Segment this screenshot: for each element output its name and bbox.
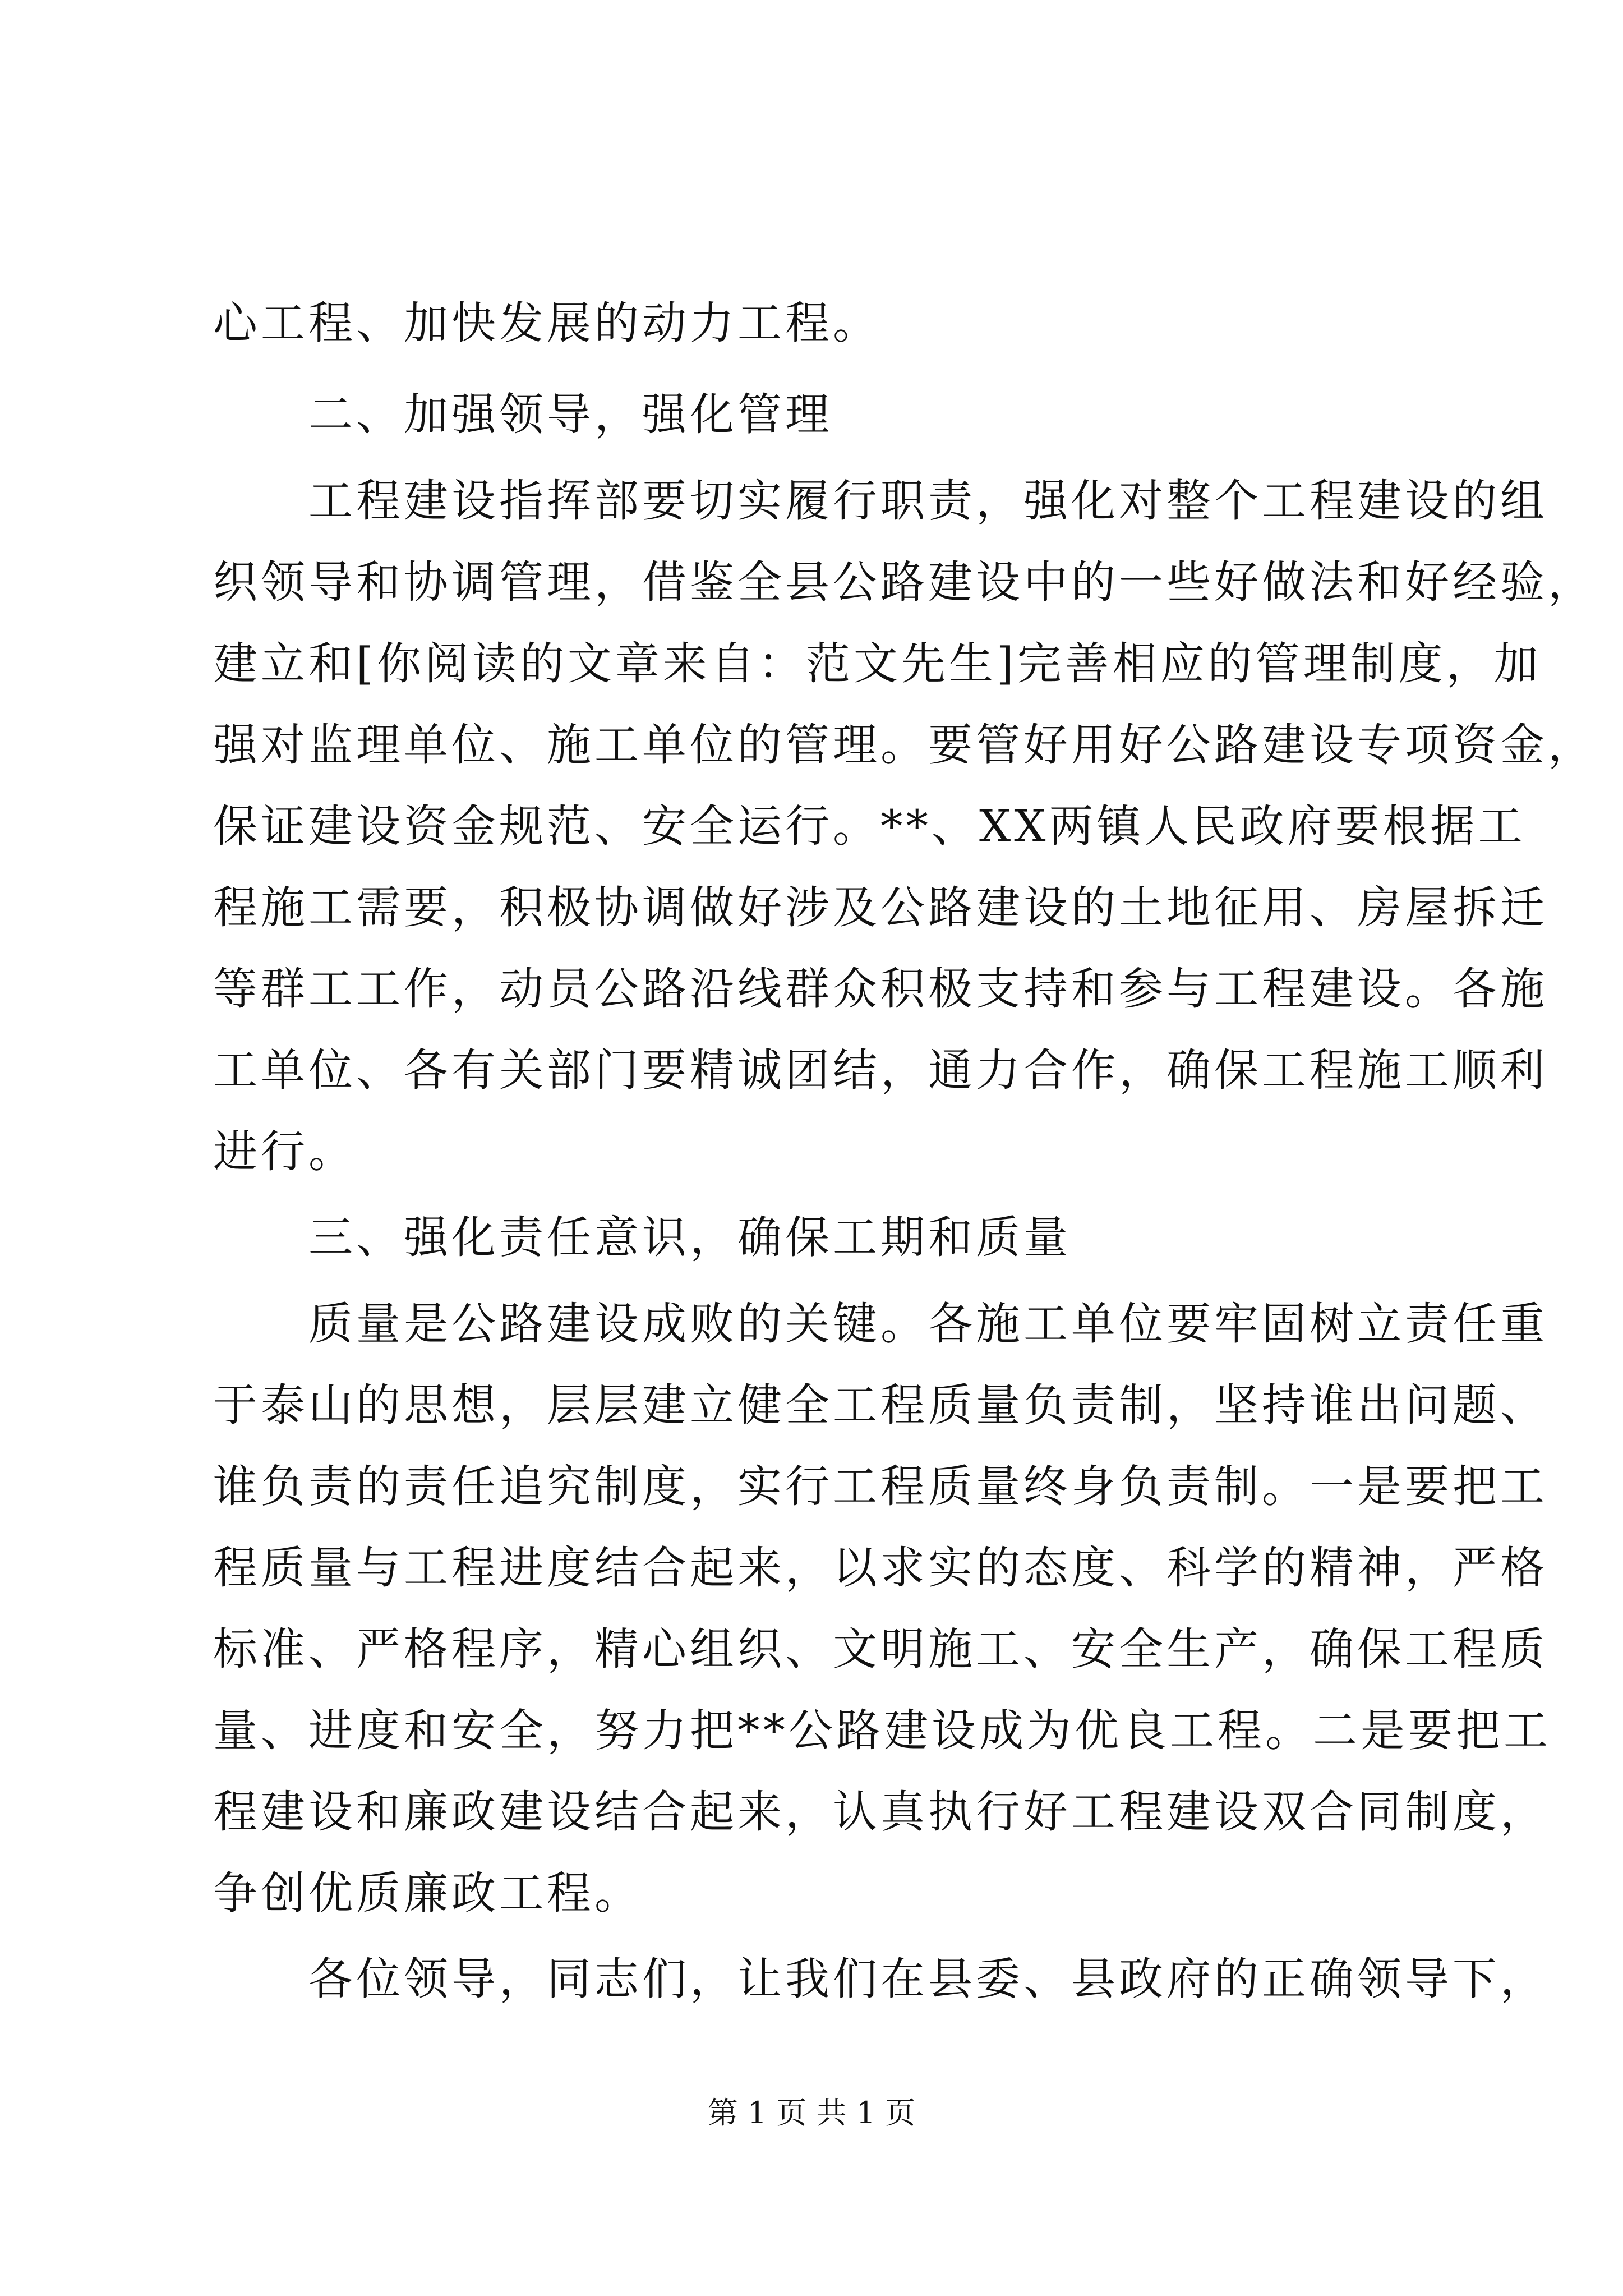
body-line: 各位领导，同志们，让我们在县委、县政府的正确领导下， xyxy=(213,1953,1548,2005)
body-line: 强对监理单位、施工单位的管理。要管好用好公路建设专项资金， xyxy=(213,719,1596,771)
body-line: 建立和[你阅读的文章来自：范文先生]完善相应的管理制度，加 xyxy=(213,638,1542,689)
body-line: 程质量与工程进度结合起来，以求实的态度、科学的精神，严格 xyxy=(213,1542,1548,1594)
body-line: 心工程、加快发展的动力工程。 xyxy=(213,297,880,349)
body-line: 谁负责的责任追究制度，实行工程质量终身负责制。一是要把工 xyxy=(213,1461,1548,1512)
body-line: 等群工工作，动员公路沿线群众积极支持和参与工程建设。各施 xyxy=(213,963,1548,1015)
section-heading: 二、加强领导，强化管理 xyxy=(213,389,833,440)
body-line: 量、进度和安全，努力把**公路建设成为优良工程。二是要把工 xyxy=(213,1705,1551,1756)
body-line: 争创优质廉政工程。 xyxy=(213,1867,642,1919)
body-line: 质量是公路建设成败的关键。各施工单位要牢固树立责任重 xyxy=(213,1298,1548,1350)
body-line: 工程建设指挥部要切实履行职责，强化对整个工程建设的组 xyxy=(213,475,1548,527)
body-line: 织领导和协调管理，借鉴全县公路建设中的一些好做法和好经验， xyxy=(213,556,1596,608)
body-line: 进行。 xyxy=(213,1126,356,1177)
body-line: 标准、严格程序，精心组织、文明施工、安全生产，确保工程质 xyxy=(213,1623,1548,1675)
body-line: 程建设和廉政建设结合起来，认真执行好工程建设双合同制度， xyxy=(213,1786,1548,1838)
body-line: 于泰山的思想，层层建立健全工程质量负责制，坚持谁出问题、 xyxy=(213,1379,1548,1431)
body-line: 工单位、各有关部门要精诚团结，通力合作，确保工程施工顺利 xyxy=(213,1045,1548,1096)
body-line: 保证建设资金规范、安全运行。**、XX两镇人民政府要根据工 xyxy=(213,800,1526,852)
page-footer: 第 1 页 共 1 页 xyxy=(707,2095,916,2131)
section-heading: 三、强化责任意识，确保工期和质量 xyxy=(213,1212,1071,1263)
body-line: 程施工需要，积极协调做好涉及公路建设的土地征用、房屋拆迁 xyxy=(213,882,1548,933)
